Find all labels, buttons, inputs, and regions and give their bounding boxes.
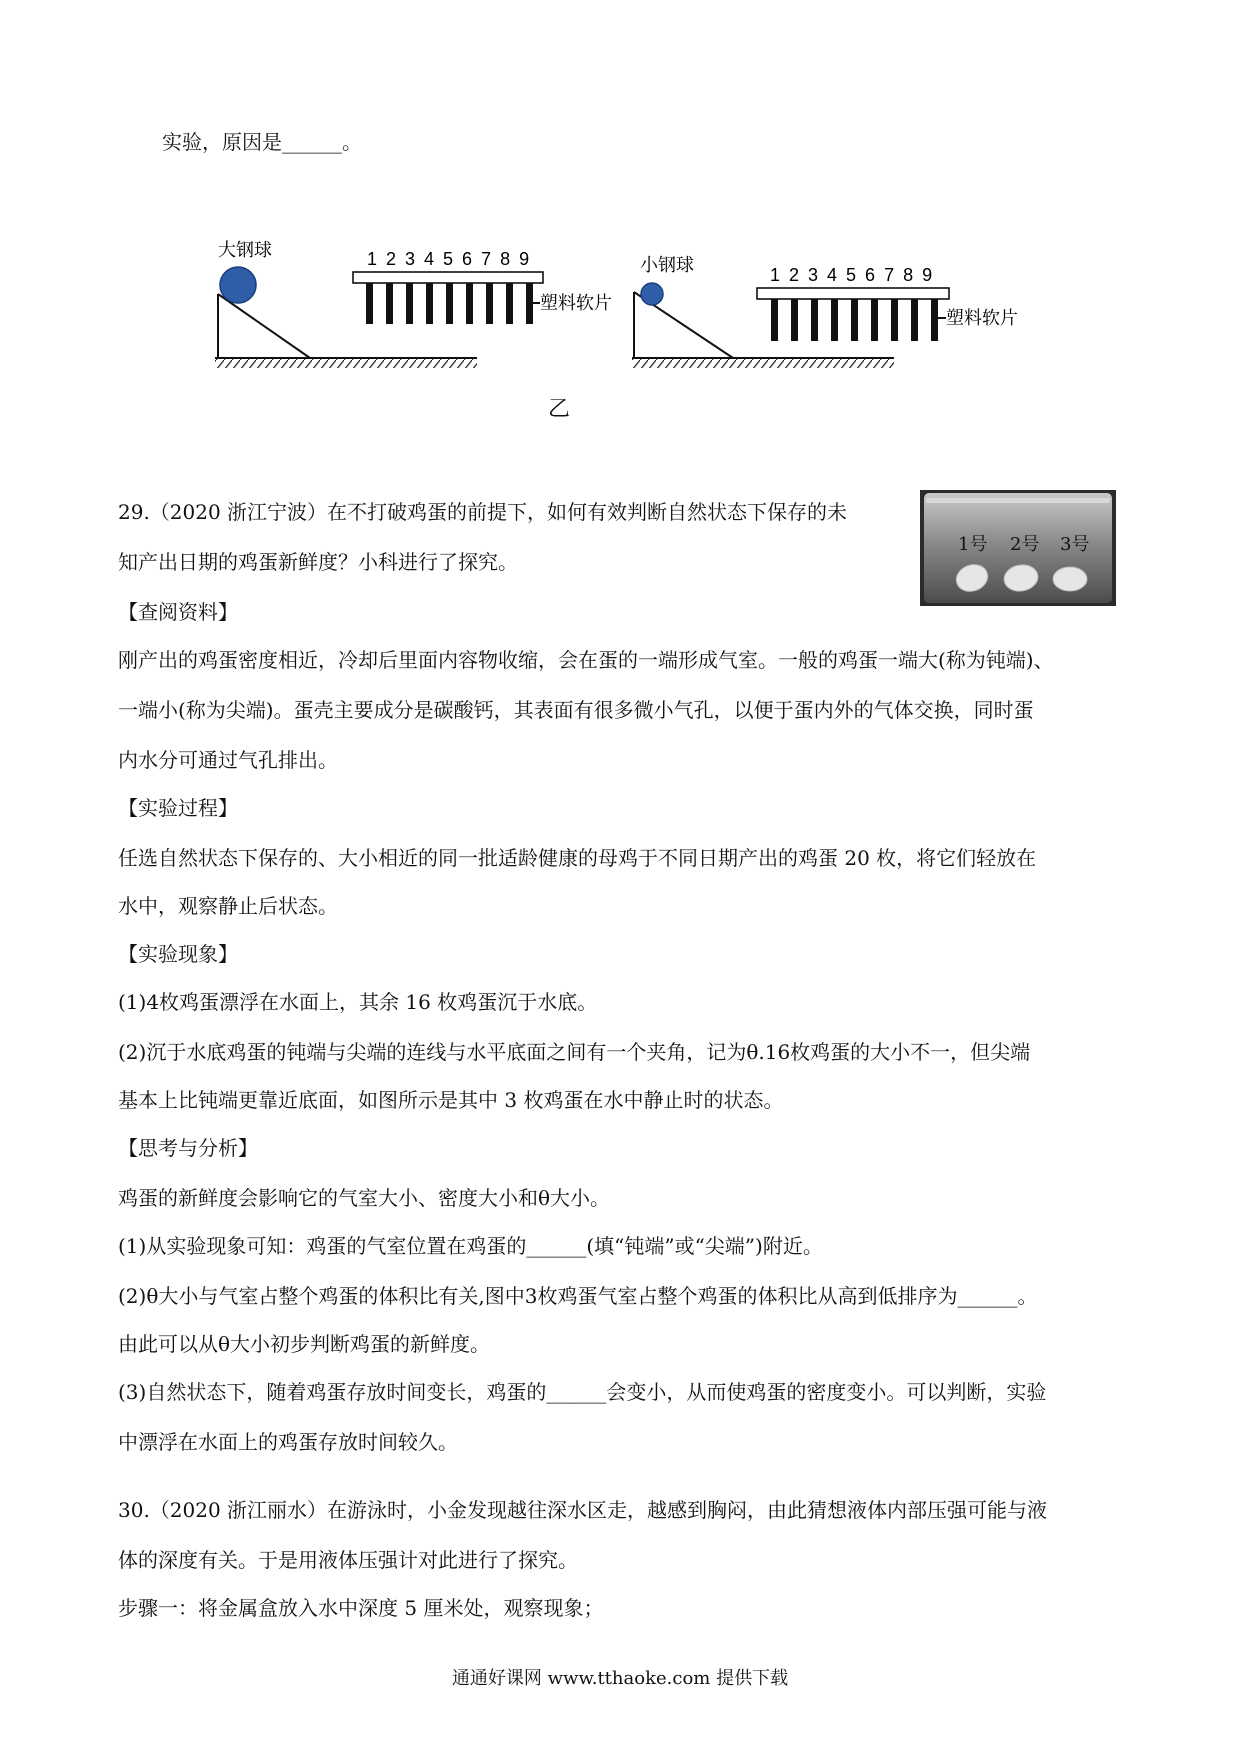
q29-heading-process: 【实验过程】 <box>118 796 238 820</box>
photo-label-1: 1号 <box>958 534 988 555</box>
left-plastic-label: 塑料软片 <box>540 293 612 313</box>
q29-p1-line1: 刚产出的鸡蛋密度相近，冷却后里面内容物收缩，会在蛋的一端形成气室。一般的鸡蛋一端大(称为钝端)、 <box>118 648 1054 672</box>
right-scale-numbers: 1 2 3 4 5 6 7 8 9 <box>770 265 935 285</box>
left-plastic-strips <box>366 283 533 324</box>
left-scale-bar <box>353 272 543 283</box>
intro-line: 实验，原因是______。 <box>162 130 362 154</box>
q29-p1-line2: 一端小(称为尖端)。蛋壳主要成分是碳酸钙，其表面有很多微小气孔，以便于蛋内外的气体交换，同时蛋 <box>118 698 1034 722</box>
q29-p4-line4: 由此可以从θ大小初步判断鸡蛋的新鲜度。 <box>118 1332 491 1356</box>
left-setup <box>215 240 612 368</box>
q30-line2: 体的深度有关。于是用液体压强计对此进行了探究。 <box>118 1548 578 1572</box>
left-scale-numbers: 1 2 3 4 5 6 7 8 9 <box>367 249 532 269</box>
right-setup <box>632 255 1018 368</box>
small-steel-ball-label: 小钢球 <box>640 255 694 275</box>
photo-label-2: 2号 <box>1010 534 1040 555</box>
q29-p4-line1: 鸡蛋的新鲜度会影响它的气室大小、密度大小和θ大小。 <box>118 1186 611 1210</box>
page-footer: 通通好课网 www.tthaoke.com 提供下载 <box>451 1668 789 1689</box>
eggs-photo <box>920 490 1116 606</box>
small-steel-ball <box>641 283 663 305</box>
big-steel-ball <box>220 267 256 303</box>
q29-p4-line5: (3)自然状态下，随着鸡蛋存放时间变长，鸡蛋的______会变小，从而使鸡蛋的密度变小。可以判断，实验 <box>118 1380 1047 1404</box>
q29-p1-line3: 内水分可通过气孔排出。 <box>118 748 338 772</box>
q29-p3-line3: 基本上比钝端更靠近底面，如图所示是其中 3 枚鸡蛋在水中静止时的状态。 <box>118 1088 784 1112</box>
right-plastic-strips <box>771 299 938 341</box>
q30-line1: 30.（2020 浙江丽水）在游泳时，小金发现越往深水区走，越感到胸闷，由此猜想液体内部压强可能与液 <box>118 1498 1048 1522</box>
q29-line2: 知产出日期的鸡蛋新鲜度？小科进行了探究。 <box>118 550 518 574</box>
right-scale-bar <box>757 288 949 299</box>
q29-p4-line6: 中漂浮在水面上的鸡蛋存放时间较久。 <box>118 1430 458 1454</box>
big-steel-ball-label: 大钢球 <box>218 240 272 260</box>
experiment-figure <box>0 0 1240 400</box>
q29-heading-analysis: 【思考与分析】 <box>118 1136 258 1160</box>
q29-heading-research: 【查阅资料】 <box>118 600 238 624</box>
q29-p4-line3: (2)θ大小与气室占整个鸡蛋的体积比有关,图中3枚鸡蛋气室占整个鸡蛋的体积比从高到低排序为______。 <box>118 1284 1038 1308</box>
photo-label-3: 3号 <box>1060 534 1090 555</box>
q29-p3-line2: (2)沉于水底鸡蛋的钝端与尖端的连线与水平底面之间有一个夹角，记为θ.16枚鸡蛋的大小不一，但尖端 <box>118 1040 1031 1064</box>
q29-heading-phenomena: 【实验现象】 <box>118 942 238 966</box>
figure-caption: 乙 <box>548 397 571 422</box>
q29-line1: 29.（2020 浙江宁波）在不打破鸡蛋的前提下，如何有效判断自然状态下保存的未 <box>118 500 848 524</box>
q29-p3-line1: (1)4枚鸡蛋漂浮在水面上，其余 16 枚鸡蛋沉于水底。 <box>118 990 598 1014</box>
q29-p2-line2: 水中，观察静止后状态。 <box>118 894 338 918</box>
q29-p4-line2: (1)从实验现象可知：鸡蛋的气室位置在鸡蛋的______(填“钝端”或“尖端”)附近。 <box>118 1234 823 1258</box>
q29-p2-line1: 任选自然状态下保存的、大小相近的同一批适龄健康的母鸡于不同日期产出的鸡蛋 20 枚，将它们轻放在 <box>118 846 1037 870</box>
right-plastic-label: 塑料软片 <box>946 308 1018 328</box>
q30-line3: 步骤一：将金属盒放入水中深度 5 厘米处，观察现象； <box>118 1596 604 1620</box>
